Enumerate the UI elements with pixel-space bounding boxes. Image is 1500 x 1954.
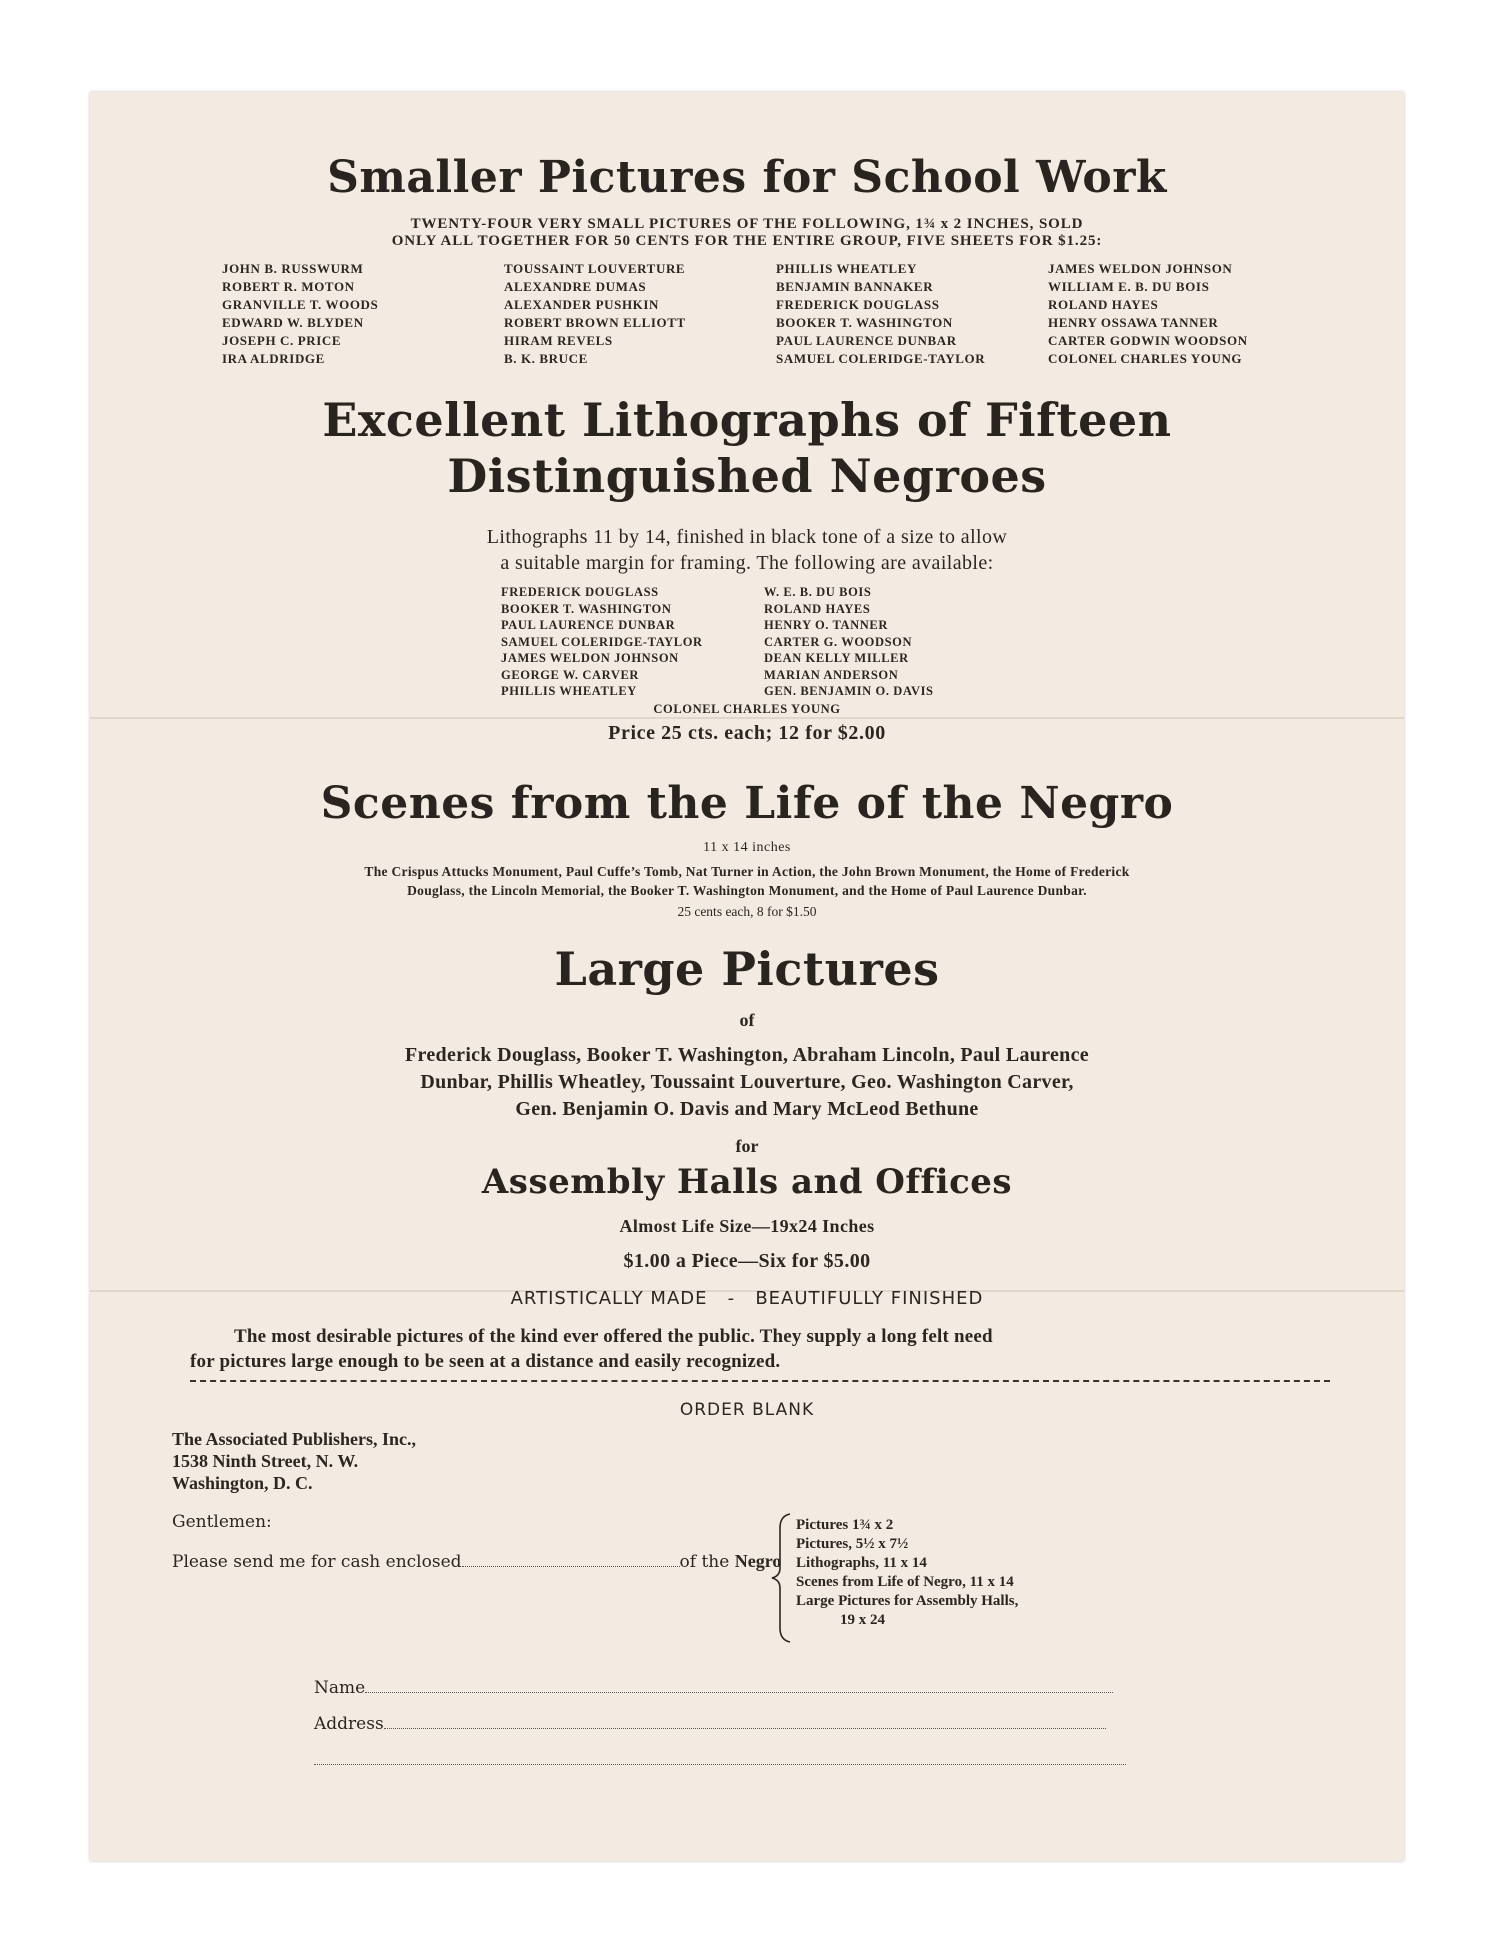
lithographs-title	[90, 392, 1404, 504]
name-item: MARIAN ANDERSON	[764, 667, 899, 682]
smaller-pictures-title: Smaller Pictures for School Work	[327, 152, 1167, 203]
scenes-title: Scenes from the Life of the Negro	[320, 778, 1174, 829]
negro-label: Negro	[734, 1551, 782, 1571]
large-pictures-size: Almost Life Size—19x24 Inches	[619, 1216, 875, 1236]
name-item: JOSEPH C. PRICE	[222, 333, 342, 348]
scenes-desc-line: Douglass, the Lincoln Memorial, the Booker T. Washington Monument, and the Home of Paul Laurence Dunbar.	[407, 883, 1087, 898]
name-item: JAMES WELDON JOHNSON	[501, 651, 679, 665]
blurb-line: for pictures large enough to be seen at a distance and easily recognized.	[190, 1351, 781, 1372]
cut-line-divider	[190, 1380, 1330, 1382]
name-item: DEAN KELLY MILLER	[764, 651, 909, 665]
order-option[interactable]: Lithographs, 11 x 14	[796, 1555, 927, 1571]
address-row	[314, 1714, 1106, 1734]
smaller-pictures-subtitle	[90, 216, 1404, 250]
large-pictures-tagline: ARTISTICALLY MADE - BEAUTIFULLY FINISHED	[510, 1288, 984, 1309]
name-item: PAUL LAURENCE DUNBAR	[776, 333, 957, 348]
send-prefix-label: Please send me for cash enclosed	[172, 1552, 462, 1572]
name-item: ROLAND HAYES	[1048, 297, 1159, 312]
cash-amount-field[interactable]	[462, 1550, 680, 1567]
name-item: HENRY O. TANNER	[764, 618, 888, 632]
name-item: BOOKER T. WASHINGTON	[776, 315, 953, 330]
order-option[interactable]: Large Pictures for Assembly Halls,	[796, 1593, 1019, 1609]
publisher-name: The Associated Publishers, Inc.,	[172, 1429, 417, 1449]
name-item: ROBERT BROWN ELLIOTT	[504, 315, 686, 330]
name-item: CARTER GODWIN WOODSON	[1048, 333, 1248, 348]
smaller-names-column-1	[222, 260, 378, 368]
large-pictures-blurb	[190, 1324, 1330, 1374]
smaller-names-column-4	[1048, 260, 1248, 368]
name-item: ROLAND HAYES	[764, 601, 871, 616]
name-row	[314, 1678, 1113, 1698]
name-item: CARTER G. WOODSON	[764, 634, 913, 649]
order-blank-title: ORDER BLANK	[679, 1400, 815, 1420]
lithographs-description	[90, 524, 1404, 576]
order-option[interactable]: Pictures 1¾ x 2	[796, 1517, 894, 1533]
publisher-street: 1538 Ninth Street, N. W.	[172, 1451, 359, 1471]
address-field[interactable]	[384, 1714, 1106, 1729]
large-names-line: Frederick Douglass, Booker T. Washington, Abraham Lincoln, Paul Laurence	[405, 1044, 1089, 1066]
address-field-line-2[interactable]	[314, 1764, 1126, 1765]
name-field[interactable]	[365, 1678, 1113, 1693]
greeting-text: Gentlemen:	[172, 1512, 272, 1532]
large-pictures-price: $1.00 a Piece—Six for $5.00	[623, 1250, 871, 1272]
smaller-subtitle-line: TWENTY-FOUR VERY SMALL PICTURES OF THE FOLLOWING, 1¾ x 2 INCHES, SOLD	[410, 216, 1084, 232]
name-item: WILLIAM E. B. DU BOIS	[1048, 279, 1210, 294]
order-option[interactable]: 19 x 24	[840, 1612, 885, 1628]
blurb-line: The most desirable pictures of the kind ever offered the public. They supply a long felt need	[234, 1326, 993, 1347]
scenes-size: 11 x 14 inches	[703, 840, 791, 855]
name-item: GRANVILLE T. WOODS	[222, 297, 379, 312]
name-item: GEN. BENJAMIN O. DAVIS	[764, 684, 934, 698]
name-item: SAMUEL COLERIDGE-TAYLOR	[501, 634, 703, 649]
order-option[interactable]: Pictures, 5½ x 7½	[796, 1536, 909, 1552]
order-options-list	[796, 1516, 1018, 1630]
lithographs-price: Price 25 cts. each; 12 for $2.00	[608, 722, 886, 744]
smaller-names-column-3	[776, 260, 985, 368]
lithographs-desc-line: a suitable margin for framing. The following are available:	[500, 552, 994, 574]
name-item: JOHN B. RUSSWURM	[222, 261, 364, 276]
name-item: ROBERT R. MOTON	[222, 279, 355, 294]
scenes-desc-line: The Crispus Attucks Monument, Paul Cuffe’s Tomb, Nat Turner in Action, the John Brown Monument, the Home of Frederick	[364, 864, 1130, 879]
name-item: HIRAM REVELS	[504, 333, 613, 348]
scenes-description	[90, 862, 1404, 900]
name-item: ALEXANDER PUSHKIN	[504, 297, 660, 312]
lithographs-last-name: COLONEL CHARLES YOUNG	[653, 702, 841, 716]
name-item: IRA ALDRIDGE	[222, 351, 325, 366]
order-option[interactable]: Scenes from Life of Negro, 11 x 14	[796, 1574, 1014, 1590]
name-item: COLONEL CHARLES YOUNG	[1048, 351, 1243, 366]
name-item: FREDERICK DOUGLASS	[776, 297, 940, 312]
name-item: BENJAMIN BANNAKER	[776, 279, 934, 294]
flyer-sheet	[90, 92, 1404, 1861]
lithographs-title-line: Excellent Lithographs of Fifteen	[322, 393, 1172, 447]
name-item: TOUSSAINT LOUVERTURE	[504, 261, 686, 276]
lithographs-names-right	[764, 584, 934, 700]
lithographs-names-left	[501, 584, 703, 700]
name-label: Name	[314, 1678, 366, 1698]
large-pictures-title: Large Pictures	[554, 942, 940, 996]
large-names-line: Gen. Benjamin O. Davis and Mary McLeod Bethune	[515, 1098, 979, 1120]
name-item: JAMES WELDON JOHNSON	[1048, 261, 1233, 276]
name-item: W. E. B. DU BOIS	[764, 585, 872, 599]
name-item: PHILLIS WHEATLEY	[776, 261, 917, 276]
name-item: PHILLIS WHEATLEY	[501, 684, 637, 698]
publisher-address	[172, 1428, 416, 1494]
send-suffix-label: of the	[679, 1552, 730, 1572]
lithographs-desc-line: Lithographs 11 by 14, finished in black tone of a size to allow	[486, 526, 1008, 548]
large-names-line: Dunbar, Phillis Wheatley, Toussaint Louverture, Geo. Washington Carver,	[420, 1071, 1074, 1093]
large-pictures-of: of	[739, 1010, 755, 1030]
address-label: Address	[314, 1714, 384, 1734]
smaller-names-column-2	[504, 260, 686, 368]
name-item: GEORGE W. CARVER	[501, 667, 640, 682]
name-item: BOOKER T. WASHINGTON	[501, 601, 672, 616]
name-item: SAMUEL COLERIDGE-TAYLOR	[776, 351, 986, 366]
name-item: ALEXANDRE DUMAS	[504, 279, 647, 294]
assembly-halls-title: Assembly Halls and Offices	[481, 1162, 1013, 1202]
smaller-subtitle-line: ONLY ALL TOGETHER FOR 50 CENTS FOR THE ENTIRE GROUP, FIVE SHEETS FOR $1.25:	[391, 233, 1103, 249]
name-item: EDWARD W. BLYDEN	[222, 315, 364, 330]
name-item: FREDERICK DOUGLASS	[501, 585, 659, 599]
name-item: PAUL LAURENCE DUNBAR	[501, 618, 676, 632]
order-send-line	[172, 1550, 781, 1572]
brace-icon	[770, 1512, 794, 1644]
name-item: B. K. BRUCE	[504, 351, 588, 366]
publisher-city: Washington, D. C.	[172, 1473, 313, 1493]
large-pictures-for: for	[735, 1136, 759, 1156]
name-item: HENRY OSSAWA TANNER	[1048, 315, 1219, 330]
lithographs-title-line: Distinguished Negroes	[447, 449, 1047, 503]
scenes-price: 25 cents each, 8 for $1.50	[677, 904, 817, 919]
large-pictures-names	[90, 1042, 1404, 1123]
